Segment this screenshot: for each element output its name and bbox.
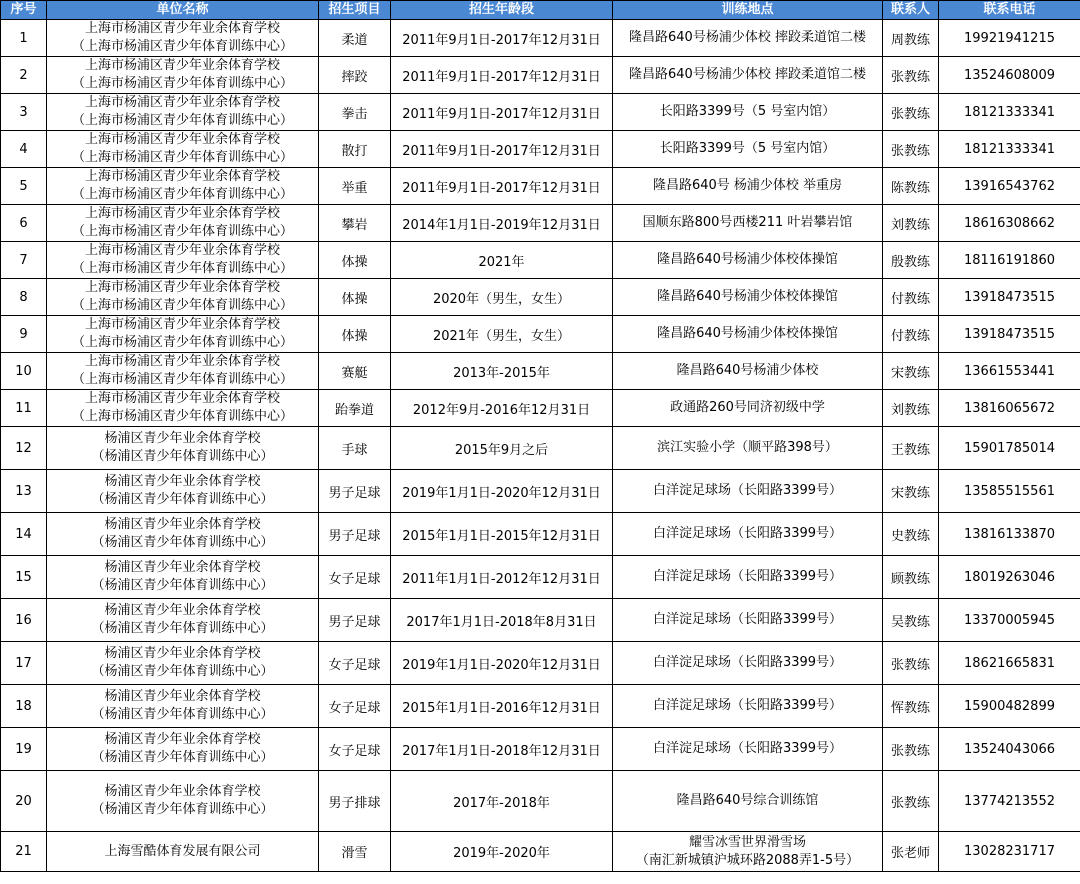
cell-contact: 张教练 bbox=[883, 728, 939, 771]
cell-unit-name: 上海市杨浦区青少年业余体育学校 （上海市杨浦区青少年体育训练中心） bbox=[47, 390, 319, 427]
cell-seq: 3 bbox=[1, 94, 47, 131]
table-row bbox=[1, 316, 1080, 353]
table-row bbox=[1, 205, 1080, 242]
table-body bbox=[1, 20, 1080, 872]
cell-contact: 周教练 bbox=[883, 20, 939, 57]
cell-project: 女子足球 bbox=[319, 556, 391, 599]
header-age-range: 招生年龄段 bbox=[391, 1, 613, 20]
cell-phone: 13028231717 bbox=[939, 832, 1080, 872]
cell-unit-name: 上海市杨浦区青少年业余体育学校 （上海市杨浦区青少年体育训练中心） bbox=[47, 20, 319, 57]
cell-contact: 刘教练 bbox=[883, 205, 939, 242]
cell-location: 隆昌路640号杨浦少体校体操馆 bbox=[613, 279, 883, 316]
cell-phone: 19921941215 bbox=[939, 20, 1080, 57]
cell-location: 白洋淀足球场（长阳路3399号） bbox=[613, 728, 883, 771]
cell-seq: 21 bbox=[1, 832, 47, 872]
cell-seq: 9 bbox=[1, 316, 47, 353]
cell-unit-name: 上海雪酷体育发展有限公司 bbox=[47, 832, 319, 872]
cell-seq: 7 bbox=[1, 242, 47, 279]
cell-seq: 18 bbox=[1, 685, 47, 728]
cell-age-range: 2017年-2018年 bbox=[391, 771, 613, 832]
cell-phone: 13918473515 bbox=[939, 316, 1080, 353]
table-row bbox=[1, 57, 1080, 94]
cell-project: 拳击 bbox=[319, 94, 391, 131]
cell-phone: 13816133870 bbox=[939, 513, 1080, 556]
cell-phone: 18121333341 bbox=[939, 131, 1080, 168]
cell-age-range: 2021年（男生，女生） bbox=[391, 316, 613, 353]
cell-contact: 付教练 bbox=[883, 279, 939, 316]
cell-unit-name: 杨浦区青少年业余体育学校 （杨浦区青少年体育训练中心） bbox=[47, 599, 319, 642]
cell-seq: 2 bbox=[1, 57, 47, 94]
cell-project: 男子足球 bbox=[319, 599, 391, 642]
table-row bbox=[1, 353, 1080, 390]
cell-unit-name: 杨浦区青少年业余体育学校 （杨浦区青少年体育训练中心） bbox=[47, 513, 319, 556]
cell-project: 跆拳道 bbox=[319, 390, 391, 427]
cell-seq: 12 bbox=[1, 427, 47, 470]
cell-location: 隆昌路640号杨浦少体校 摔跤柔道馆二楼 bbox=[613, 20, 883, 57]
cell-unit-name: 上海市杨浦区青少年业余体育学校 （上海市杨浦区青少年体育训练中心） bbox=[47, 316, 319, 353]
cell-project: 女子足球 bbox=[319, 728, 391, 771]
cell-project: 体操 bbox=[319, 242, 391, 279]
cell-seq: 10 bbox=[1, 353, 47, 390]
cell-project: 柔道 bbox=[319, 20, 391, 57]
cell-age-range: 2014年1月1日-2019年12月31日 bbox=[391, 205, 613, 242]
cell-project: 手球 bbox=[319, 427, 391, 470]
cell-unit-name: 杨浦区青少年业余体育学校 （杨浦区青少年体育训练中心） bbox=[47, 427, 319, 470]
cell-seq: 5 bbox=[1, 168, 47, 205]
cell-contact: 宋教练 bbox=[883, 470, 939, 513]
cell-seq: 20 bbox=[1, 771, 47, 832]
table-row bbox=[1, 279, 1080, 316]
cell-seq: 13 bbox=[1, 470, 47, 513]
header-contact: 联系人 bbox=[883, 1, 939, 20]
cell-location: 长阳路3399号（5 号室内馆） bbox=[613, 94, 883, 131]
cell-location: 隆昌路640号杨浦少体校 摔跤柔道馆二楼 bbox=[613, 57, 883, 94]
cell-contact: 顾教练 bbox=[883, 556, 939, 599]
cell-contact: 陈教练 bbox=[883, 168, 939, 205]
cell-phone: 13916543762 bbox=[939, 168, 1080, 205]
cell-project: 攀岩 bbox=[319, 205, 391, 242]
header-project: 招生项目 bbox=[319, 1, 391, 20]
cell-seq: 14 bbox=[1, 513, 47, 556]
cell-contact: 刘教练 bbox=[883, 390, 939, 427]
cell-phone: 15900482899 bbox=[939, 685, 1080, 728]
cell-location: 政通路260号同济初级中学 bbox=[613, 390, 883, 427]
cell-phone: 13370005945 bbox=[939, 599, 1080, 642]
cell-unit-name: 上海市杨浦区青少年业余体育学校 （上海市杨浦区青少年体育训练中心） bbox=[47, 168, 319, 205]
cell-project: 男子足球 bbox=[319, 513, 391, 556]
cell-location: 隆昌路640号杨浦少体校体操馆 bbox=[613, 316, 883, 353]
cell-location: 隆昌路640号杨浦少体校体操馆 bbox=[613, 242, 883, 279]
cell-project: 体操 bbox=[319, 316, 391, 353]
cell-seq: 8 bbox=[1, 279, 47, 316]
cell-phone: 13524043066 bbox=[939, 728, 1080, 771]
cell-age-range: 2021年 bbox=[391, 242, 613, 279]
cell-location: 白洋淀足球场（长阳路3399号） bbox=[613, 642, 883, 685]
cell-phone: 18019263046 bbox=[939, 556, 1080, 599]
cell-age-range: 2017年1月1日-2018年12月31日 bbox=[391, 728, 613, 771]
table-row bbox=[1, 20, 1080, 57]
cell-phone: 13585515561 bbox=[939, 470, 1080, 513]
cell-unit-name: 上海市杨浦区青少年业余体育学校 （上海市杨浦区青少年体育训练中心） bbox=[47, 205, 319, 242]
cell-unit-name: 杨浦区青少年业余体育学校 （杨浦区青少年体育训练中心） bbox=[47, 642, 319, 685]
cell-age-range: 2011年9月1日-2017年12月31日 bbox=[391, 57, 613, 94]
cell-phone: 15901785014 bbox=[939, 427, 1080, 470]
header-phone: 联系电话 bbox=[939, 1, 1080, 20]
cell-project: 赛艇 bbox=[319, 353, 391, 390]
cell-contact: 张教练 bbox=[883, 94, 939, 131]
table-row bbox=[1, 642, 1080, 685]
cell-phone: 18121333341 bbox=[939, 94, 1080, 131]
cell-unit-name: 杨浦区青少年业余体育学校 （杨浦区青少年体育训练中心） bbox=[47, 685, 319, 728]
table-row bbox=[1, 94, 1080, 131]
table-row bbox=[1, 242, 1080, 279]
cell-contact: 史教练 bbox=[883, 513, 939, 556]
cell-contact: 宋教练 bbox=[883, 353, 939, 390]
table-header-row bbox=[1, 1, 1080, 20]
cell-phone: 18116191860 bbox=[939, 242, 1080, 279]
table-row bbox=[1, 390, 1080, 427]
table-row bbox=[1, 470, 1080, 513]
cell-seq: 16 bbox=[1, 599, 47, 642]
cell-age-range: 2011年9月1日-2017年12月31日 bbox=[391, 20, 613, 57]
cell-contact: 付教练 bbox=[883, 316, 939, 353]
cell-seq: 6 bbox=[1, 205, 47, 242]
cell-location: 国顺东路800号西楼211 叶岩攀岩馆 bbox=[613, 205, 883, 242]
cell-age-range: 2011年9月1日-2017年12月31日 bbox=[391, 94, 613, 131]
cell-project: 散打 bbox=[319, 131, 391, 168]
cell-age-range: 2019年1月1日-2020年12月31日 bbox=[391, 642, 613, 685]
cell-location: 白洋淀足球场（长阳路3399号） bbox=[613, 556, 883, 599]
cell-age-range: 2015年9月之后 bbox=[391, 427, 613, 470]
cell-age-range: 2012年9月-2016年12月31日 bbox=[391, 390, 613, 427]
cell-age-range: 2011年9月1日-2017年12月31日 bbox=[391, 131, 613, 168]
table-row bbox=[1, 599, 1080, 642]
cell-phone: 18621665831 bbox=[939, 642, 1080, 685]
cell-age-range: 2011年1月1日-2012年12月31日 bbox=[391, 556, 613, 599]
cell-seq: 11 bbox=[1, 390, 47, 427]
cell-unit-name: 杨浦区青少年业余体育学校 （杨浦区青少年体育训练中心） bbox=[47, 771, 319, 832]
cell-age-range: 2019年1月1日-2020年12月31日 bbox=[391, 470, 613, 513]
cell-project: 滑雪 bbox=[319, 832, 391, 872]
table-row bbox=[1, 556, 1080, 599]
table-row bbox=[1, 771, 1080, 832]
cell-contact: 恽教练 bbox=[883, 685, 939, 728]
cell-phone: 13816065672 bbox=[939, 390, 1080, 427]
cell-unit-name: 上海市杨浦区青少年业余体育学校 （上海市杨浦区青少年体育训练中心） bbox=[47, 57, 319, 94]
cell-phone: 13918473515 bbox=[939, 279, 1080, 316]
cell-unit-name: 上海市杨浦区青少年业余体育学校 （上海市杨浦区青少年体育训练中心） bbox=[47, 242, 319, 279]
cell-age-range: 2011年9月1日-2017年12月31日 bbox=[391, 168, 613, 205]
cell-seq: 4 bbox=[1, 131, 47, 168]
cell-project: 女子足球 bbox=[319, 685, 391, 728]
table-row bbox=[1, 427, 1080, 470]
cell-location: 长阳路3399号（5 号室内馆） bbox=[613, 131, 883, 168]
cell-seq: 15 bbox=[1, 556, 47, 599]
cell-age-range: 2015年1月1日-2015年12月31日 bbox=[391, 513, 613, 556]
cell-project: 男子足球 bbox=[319, 470, 391, 513]
cell-unit-name: 杨浦区青少年业余体育学校 （杨浦区青少年体育训练中心） bbox=[47, 556, 319, 599]
cell-location: 隆昌路640号杨浦少体校 bbox=[613, 353, 883, 390]
table-row bbox=[1, 728, 1080, 771]
cell-phone: 13524608009 bbox=[939, 57, 1080, 94]
cell-project: 女子足球 bbox=[319, 642, 391, 685]
cell-unit-name: 杨浦区青少年业余体育学校 （杨浦区青少年体育训练中心） bbox=[47, 728, 319, 771]
cell-contact: 张教练 bbox=[883, 642, 939, 685]
cell-phone: 13661553441 bbox=[939, 353, 1080, 390]
cell-age-range: 2013年-2015年 bbox=[391, 353, 613, 390]
cell-contact: 张教练 bbox=[883, 131, 939, 168]
header-unit-name: 单位名称 bbox=[47, 1, 319, 20]
cell-location: 白洋淀足球场（长阳路3399号） bbox=[613, 685, 883, 728]
table-row bbox=[1, 168, 1080, 205]
cell-location: 滨江实验小学（顺平路398号） bbox=[613, 427, 883, 470]
cell-phone: 13774213552 bbox=[939, 771, 1080, 832]
cell-contact: 吴教练 bbox=[883, 599, 939, 642]
cell-unit-name: 上海市杨浦区青少年业余体育学校 （上海市杨浦区青少年体育训练中心） bbox=[47, 353, 319, 390]
cell-seq: 1 bbox=[1, 20, 47, 57]
cell-unit-name: 上海市杨浦区青少年业余体育学校 （上海市杨浦区青少年体育训练中心） bbox=[47, 131, 319, 168]
cell-age-range: 2020年（男生，女生） bbox=[391, 279, 613, 316]
cell-contact: 张教练 bbox=[883, 57, 939, 94]
cell-unit-name: 上海市杨浦区青少年业余体育学校 （上海市杨浦区青少年体育训练中心） bbox=[47, 279, 319, 316]
cell-location: 白洋淀足球场（长阳路3399号） bbox=[613, 513, 883, 556]
header-seq: 序号 bbox=[1, 1, 47, 20]
cell-age-range: 2017年1月1日-2018年8月31日 bbox=[391, 599, 613, 642]
cell-location: 耀雪冰雪世界滑雪场 （南汇新城镇沪城环路2088弄1-5号） bbox=[613, 832, 883, 872]
table-row bbox=[1, 832, 1080, 872]
cell-location: 白洋淀足球场（长阳路3399号） bbox=[613, 599, 883, 642]
cell-location: 隆昌路640号 杨浦少体校 举重房 bbox=[613, 168, 883, 205]
cell-project: 体操 bbox=[319, 279, 391, 316]
cell-seq: 17 bbox=[1, 642, 47, 685]
cell-unit-name: 杨浦区青少年业余体育学校 （杨浦区青少年体育训练中心） bbox=[47, 470, 319, 513]
header-location: 训练地点 bbox=[613, 1, 883, 20]
table-row bbox=[1, 513, 1080, 556]
cell-location: 白洋淀足球场（长阳路3399号） bbox=[613, 470, 883, 513]
table-row bbox=[1, 131, 1080, 168]
cell-location: 隆昌路640号综合训练馆 bbox=[613, 771, 883, 832]
cell-project: 摔跤 bbox=[319, 57, 391, 94]
cell-phone: 18616308662 bbox=[939, 205, 1080, 242]
cell-seq: 19 bbox=[1, 728, 47, 771]
table-row bbox=[1, 685, 1080, 728]
cell-age-range: 2015年1月1日-2016年12月31日 bbox=[391, 685, 613, 728]
cell-contact: 王教练 bbox=[883, 427, 939, 470]
cell-age-range: 2019年-2020年 bbox=[391, 832, 613, 872]
cell-project: 举重 bbox=[319, 168, 391, 205]
cell-unit-name: 上海市杨浦区青少年业余体育学校 （上海市杨浦区青少年体育训练中心） bbox=[47, 94, 319, 131]
cell-project: 男子排球 bbox=[319, 771, 391, 832]
cell-contact: 张教练 bbox=[883, 771, 939, 832]
cell-contact: 张老师 bbox=[883, 832, 939, 872]
cell-contact: 殷教练 bbox=[883, 242, 939, 279]
